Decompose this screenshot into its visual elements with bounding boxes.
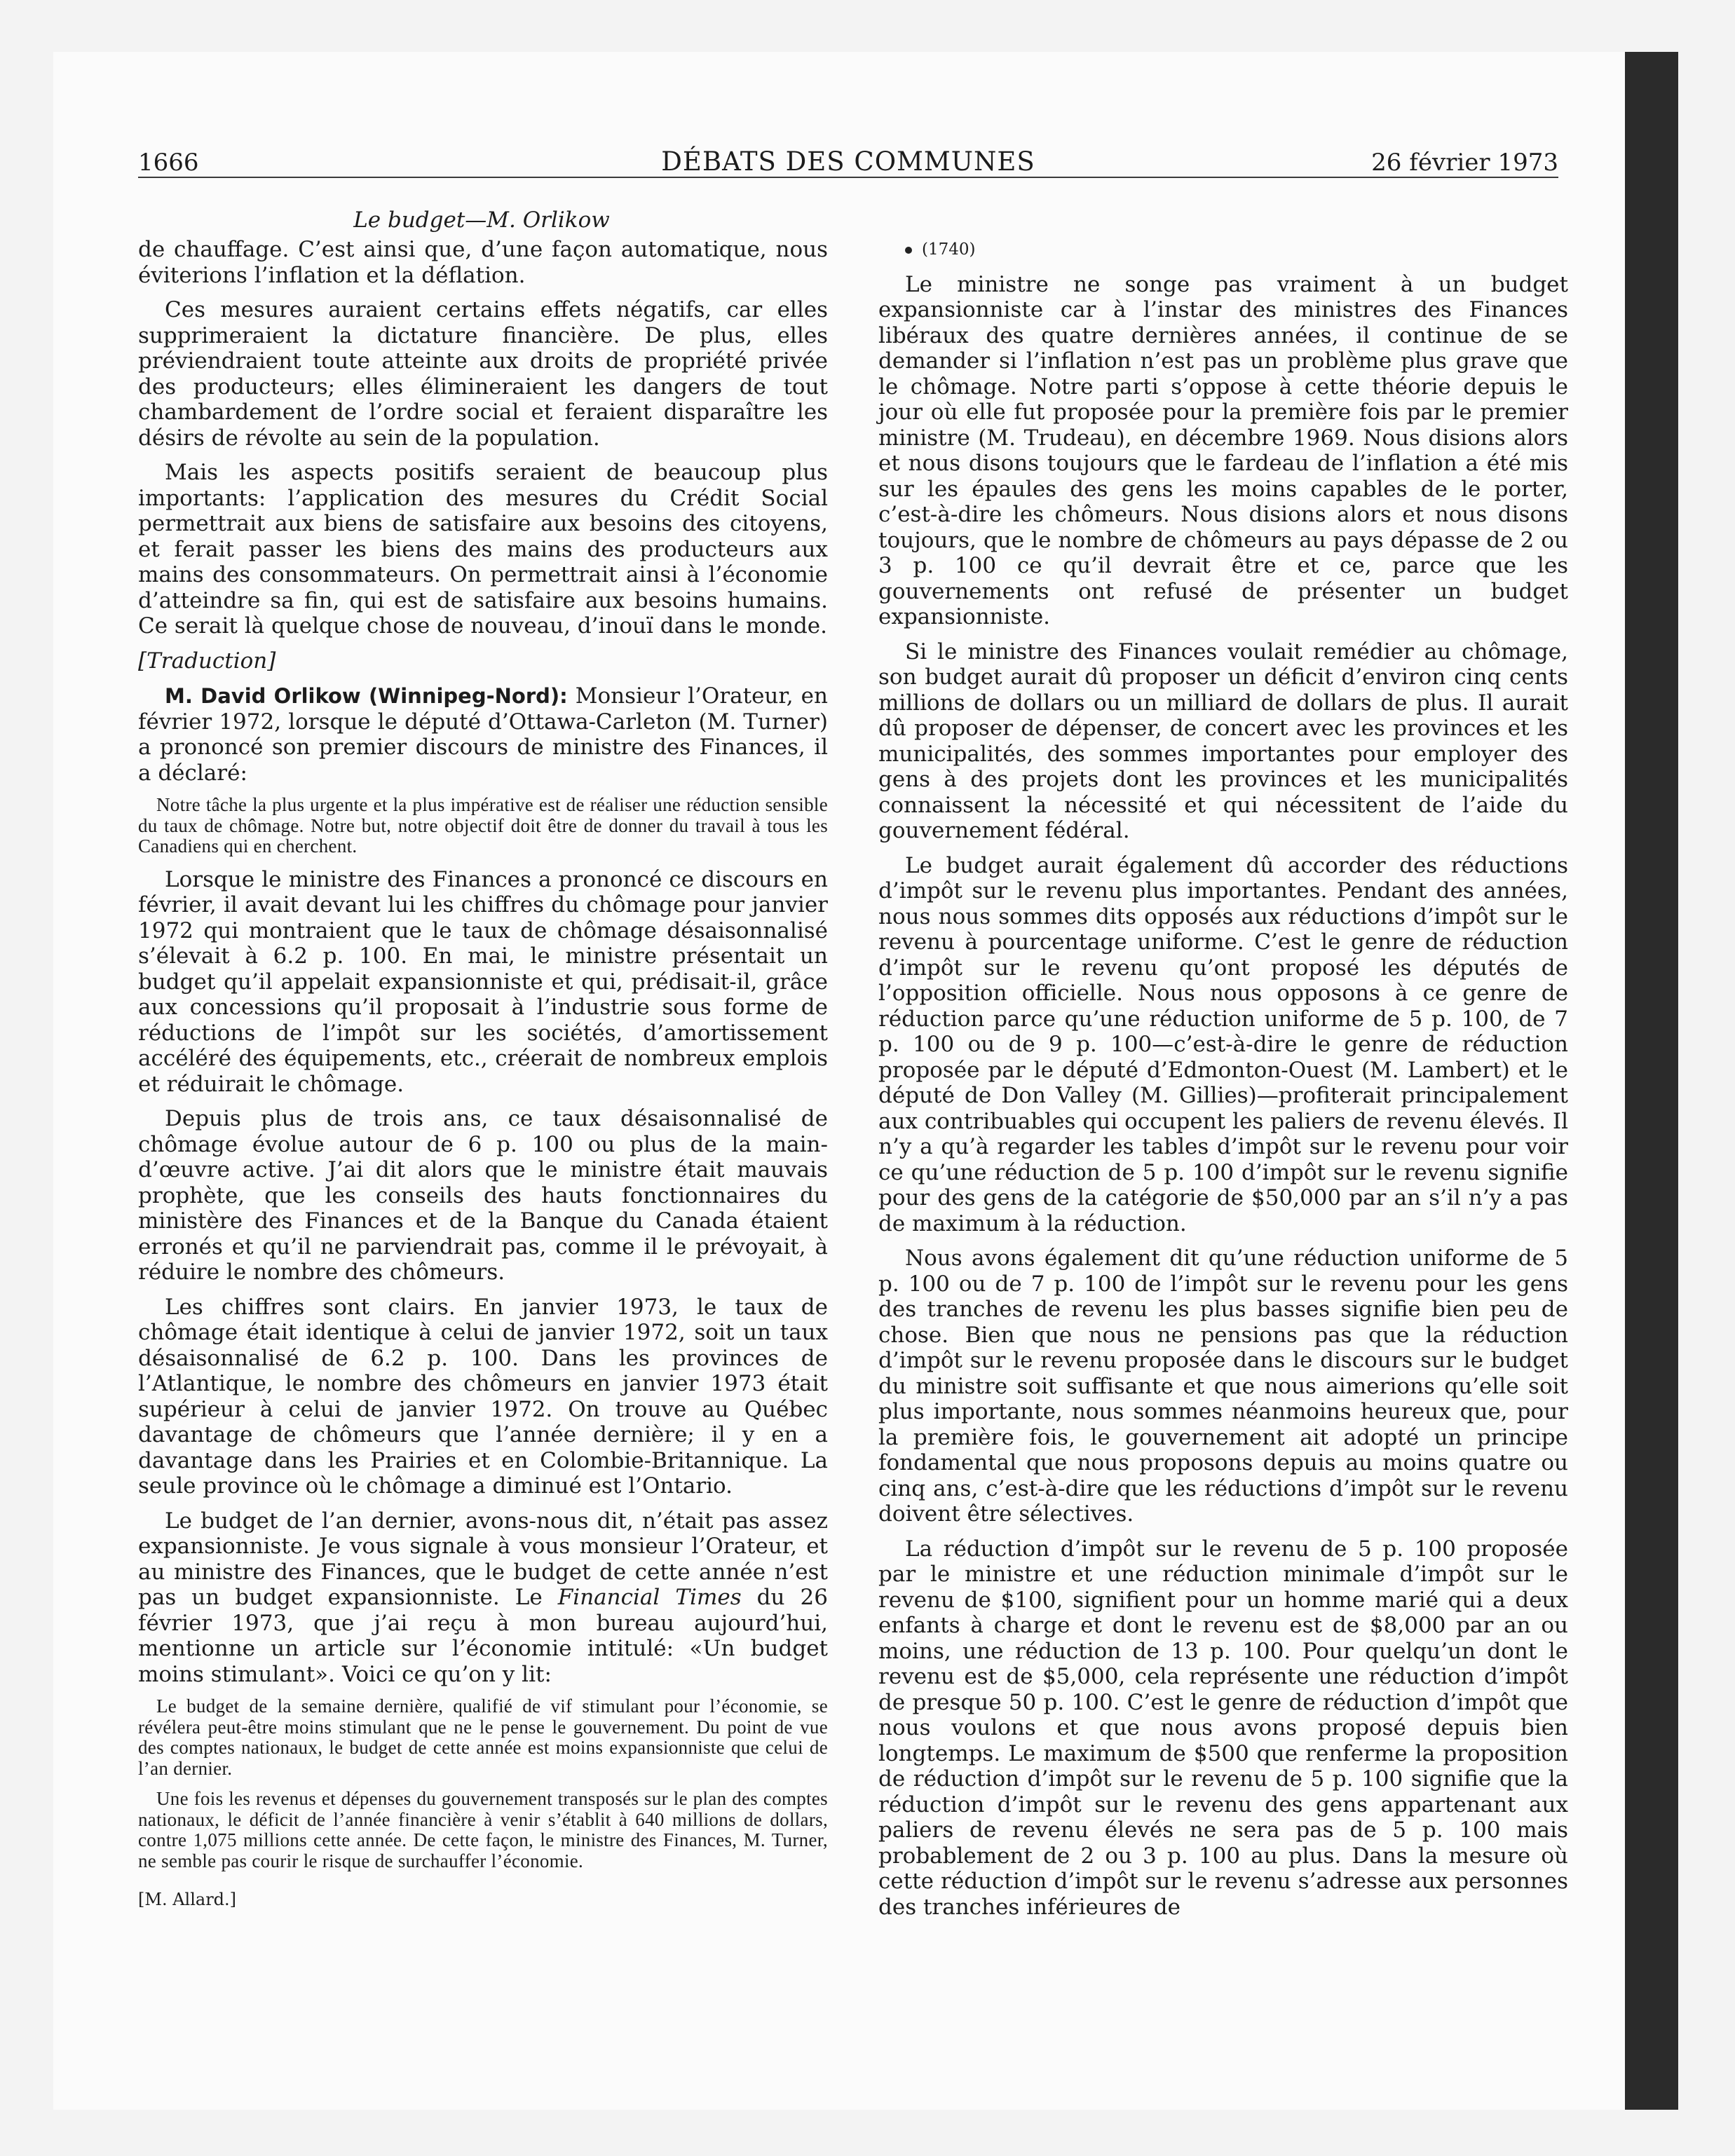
paragraph-text: du 26 février 1973, que j’ai reçu à mon bureau aujourd’hui, mentionne un article sur l’économie intitulé: «Un budget moins stimulant». Voici ce qu’on y lit:	[138, 1585, 829, 1687]
paragraph: Nous avons également dit qu’une réduction uniforme de 5 p. 100 ou de 7 p. 100 de l’impôt sur le revenu pour les gens des tranches de revenu les plus basses signifie bien peu de chose. Bien que nous ne pensions pas que la réduction d’impôt sur le revenu proposée dans le discours sur le budget du ministre soit suffisante et que nous aimerions qu’elle soit plus importante, nous sommes néanmoins heureux que, pour la première fois, le gouvernement ait adopté un principe fondamental que nous proposons depuis au moins quatre ou cinq ans, c’est-à-dire que les réductions d’impôt sur le revenu doivent être sélectives.	[878, 1246, 1568, 1527]
paragraph: Lorsque le ministre des Finances a prononcé ce discours en février, il avait devant lui les chiffres du chômage pour janvier 1972 qui montraient que le taux de chômage désaisonnalisé s’élevait à 6.2 p. 100. En mai, le ministre présentait un budget qu’il appelait expansionniste et qui, prédisait-il, grâce aux concessions qu’il proposait à l’industrie sous forme de réductions de l’impôt sur les sociétés, d’amortissement accéléré des équipements, etc., créerait de nombreux emplois et réduirait le chômage.	[138, 866, 828, 1097]
paragraph: Mais les aspects positifs seraient de beaucoup plus importants: l’application des mesures du Crédit Social permettrait aux biens de satisfaire aux besoins des citoyens, et ferait passer les biens des mains des producteurs aux mains des consommateurs. On permettrait ainsi à l’économie d’atteindre sa fin, qui est de satisfaire aux besoins humains. Ce serait là quelque chose de nouveau, d’inouï dans le monde.	[138, 460, 828, 639]
speaker-paragraph	[138, 683, 828, 786]
bullet-icon	[905, 247, 912, 254]
paragraph: Les chiffres sont clairs. En janvier 1973, le taux de chômage était identique à celui de janvier 1972, soit un taux désaisonnalisé de 6.2 p. 100. Dans les provinces de l’Atlantique, le nombre des chômeurs en janvier 1973 était supérieur à celui de janvier 1972. On trouve au Québec davantage de chômeurs que l’année dernière; il y en a davantage dans les Prairies et en Colombie-Britannique. La seule province où le chômage a diminué est l’Ontario.	[138, 1294, 828, 1499]
paragraph: Le ministre ne songe pas vraiment à un budget expansionniste car à l’instar des ministres des Finances libéraux des quatre dernières années, il continue de se demander si l’inflation n’est pas un problème plus grave que le chômage. Notre parti s’oppose à cette théorie depuis le jour où elle fut proposée pour la première fois par le premier ministre (M. Trudeau), en décembre 1969. Nous disions alors et nous disons toujours que le fardeau de l’inflation a été mis sur les épaules des gens les moins capables de le porter, c’est-à-dire les chômeurs. Nous disions alors et nous disons toujours, que le nombre de chômeurs au pays dépasse de 2 ou 3 p. 100 ce qu’il devrait être et ce, parce que les gouvernements ont refusé de présenter un budget expansionniste.	[878, 271, 1568, 629]
time-marker	[878, 237, 1568, 263]
publication-date: 26 février 1973	[1371, 149, 1558, 177]
paragraph: Ces mesures auraient certains effets négatifs, car elles supprimeraient la dictature financière. De plus, elles préviendraient toute atteinte aux droits de propriété privée des producteurs; elles élimineraient les dangers de tout chambardement de l’ordre social et feraient disparaître les désirs de révolte au sein de la population.	[138, 297, 828, 451]
block-quote: Le budget de la semaine dernière, qualifié de vif stimulant pour l’économie, se révélera peut-être moins stimulant que ne le pense le gouvernement. Du point de vue des comptes nationaux, le budget de cette année est moins expansionniste que celui de l’an dernier.	[138, 1696, 828, 1779]
speaker-name: M. David Orlikow (Winnipeg-Nord):	[165, 684, 568, 708]
page-header	[138, 144, 1558, 179]
page-number: 1666	[138, 149, 199, 177]
running-head: Le budget—M. Orlikow	[353, 207, 610, 233]
left-column	[138, 237, 828, 1922]
paragraph: La réduction d’impôt sur le revenu de 5 p. 100 proposée par le ministre et une réduction minimale d’impôt sur le revenu de $100, signifient pour un homme marié qui a deux enfants à charge et dont le revenu est de $8,000 par an ou moins, une réduction de 13 p. 100. Pour quelqu’un dont le revenu est de $5,000, cela représente une réduction d’impôt de presque 50 p. 100. C’est le genre de réduction d’impôt que nous voulons et que nous avons proposé depuis bien longtemps. Le maximum de $500 que renferme la proposition de réduction d’impôt sur le revenu de 5 p. 100 signifie que la réduction d’impôt sur le revenu des gens appartenant aux paliers de revenu élevés ne sera pas de 5 p. 100 mais probablement de 2 ou 3 p. 100 au plus. Dans la mesure où cette réduction d’impôt sur le revenu s’adresse aux personnes des tranches inférieures de	[878, 1536, 1568, 1920]
paragraph-text: Le budget de l’an dernier, avons-nous dit, n’était pas assez expansionniste. Je vous signale à vous monsieur l’Orateur, et au ministre des Finances, que le budget de cette année n’est pas un budget expansionniste. Le	[138, 1508, 828, 1610]
paragraph: Si le ministre des Finances voulait remédier au chômage, son budget aurait dû proposer un déficit d’environ cinq cents millions de dollars ou un milliard de dollars de plus. Il aurait dû proposer de dépenser, de concert avec les provinces et les municipalités, des sommes importantes pour employer des gens à des projets dont les provinces et les municipalités connaissent la nécessité et qui nécessitent de l’aide du gouvernement fédéral.	[878, 639, 1568, 843]
newspaper-title: Financial Times	[557, 1585, 742, 1610]
translation-note: [Traduction]	[138, 648, 276, 674]
time-marker-text: (1740)	[922, 240, 976, 259]
block-quote: Notre tâche la plus urgente et la plus impérative est de réaliser une réduction sensible du taux de chômage. Notre but, notre objectif doit être de donner du travail à tous les Canadiens qui en cherchent.	[138, 794, 828, 857]
publication-title: DÉBATS DES COMMUNES	[661, 146, 1035, 177]
right-column	[878, 237, 1568, 1929]
paragraph: de chauffage. C’est ainsi que, d’une façon automatique, nous éviterions l’inflation et la déflation.	[138, 237, 828, 288]
header-rule	[138, 177, 1558, 178]
block-quote: Une fois les revenus et dépenses du gouvernement transposés sur le plan des comptes nationaux, le déficit de l’année financière à venir s’établit à 640 millions de dollars, contre 1,075 millions cette année. De cette façon, le ministre des Finances, M. Turner, ne semble pas courir le risque de surchauffer l’économie.	[138, 1788, 828, 1871]
paragraph: Le budget aurait également dû accorder des réductions d’impôt sur le revenu plus importantes. Pendant des années, nous nous sommes dits opposés aux réductions d’impôt sur le revenu à pourcentage uniforme. C’est le genre de réduction d’impôt sur le revenu qu’ont proposé les députés de l’opposition officielle. Nous nous opposons à ce genre de réduction parce qu’une réduction uniforme de 5 p. 100, de 7 p. 100 ou de 9 p. 100—c’est-à-dire le genre de réduction proposée par le député d’Edmonton-Ouest (M. Lambert) et le député de Don Valley (M. Gillies)—profiterait principalement aux contribuables qui occupent les paliers de revenu élevés. Il n’y a qu’à regarder les tables d’impôt sur le revenu pour voir ce qu’une réduction de 5 p. 100 d’impôt sur le revenu signifie pour des gens de la catégorie de $50,000 par an s’il n’y a pas de maximum à la réduction.	[878, 852, 1568, 1236]
speaker-signoff: [M. Allard.]	[138, 1890, 237, 1909]
speaker-text: Monsieur l’Orateur, en février 1972, lorsque le député d’Ottawa-Carleton (M. Turner) a prononcé son premier discours de ministre des Finances, il a déclaré:	[138, 683, 828, 786]
paragraph: Depuis plus de trois ans, ce taux désaisonnalisé de chômage évolue autour de 6 p. 100 ou plus de la main-d’œuvre active. J’ai dit alors que le ministre était mauvais prophète, que les conseils des hauts fonctionnaires du ministère des Finances et de la Banque du Canada étaient erronés et qu’il ne parviendrait pas, comme il le prévoyait, à réduire le nombre des chômeurs.	[138, 1106, 828, 1285]
paragraph	[138, 1508, 828, 1688]
